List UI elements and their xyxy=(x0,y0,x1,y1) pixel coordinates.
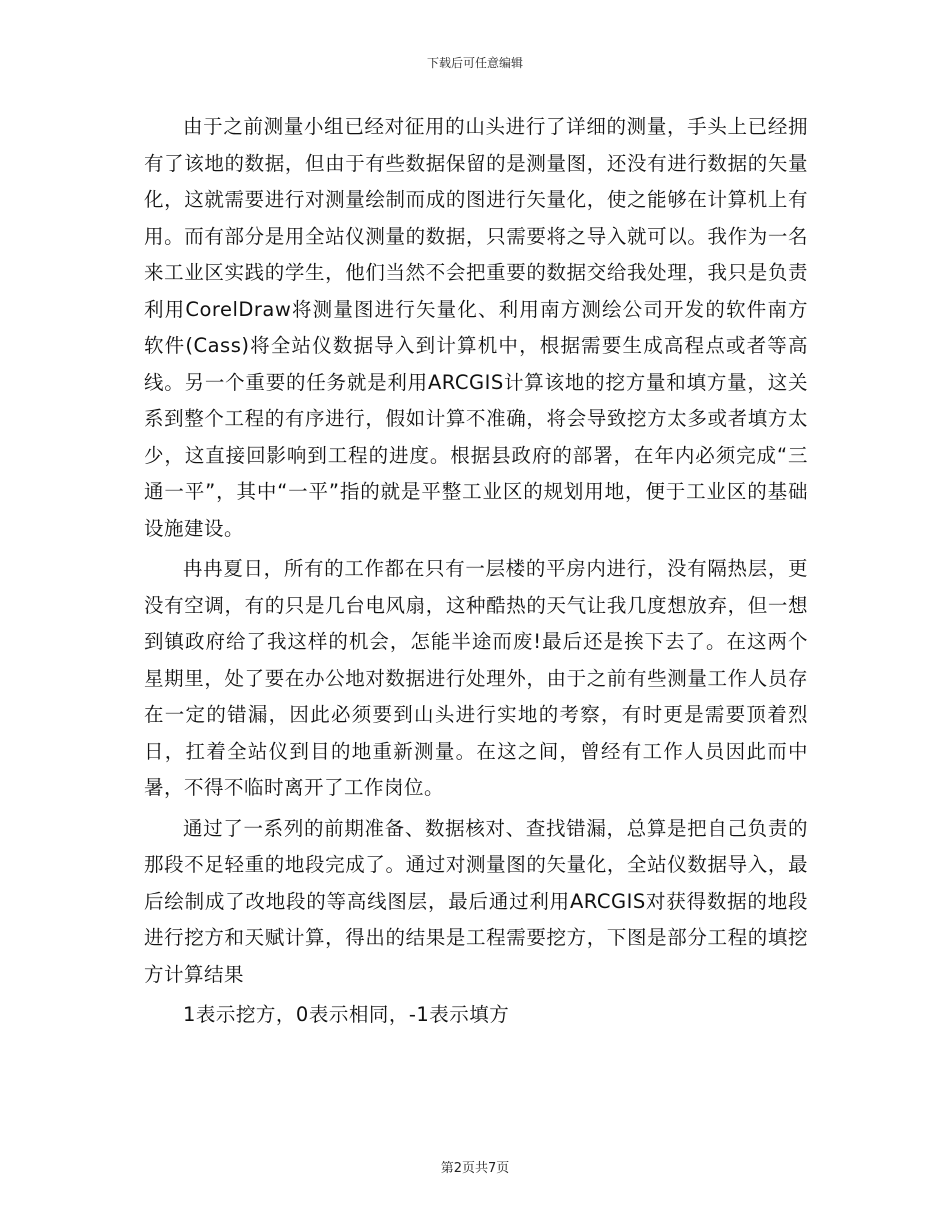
paragraph-3: 通过了一系列的前期准备、数据核对、查找错漏，总算是把自己负责的那段不足轻重的地段完成了。通过对测量图的矢量化，全站仪数据导入，最后绘制成了改地段的等高线图层，最后通过利用ARCGIS对获得数据的地段进行挖方和天赋计算，得出的结果是工程需要挖方，下图是部分工程的填挖方计算结果 xyxy=(144,816,808,986)
page-header: 下载后可任意编辑 xyxy=(426,56,523,70)
paragraph-legend: 1表示挖方，0表示相同，-1表示填方 xyxy=(183,1003,510,1026)
paragraph-2: 冉冉夏日，所有的工作都在只有一层楼的平房内进行，没有隔热层，更没有空调，有的只是几台电风扇，这种酷热的天气让我几度想放弃，但一想到镇政府给了我这样的机会，怎能半途而废!最后还是挨下去了。在这两个星期里，处了要在办公地对数据进行处理外，由于之前有些测量工作人员存在一定的错漏，因此必须要到山头进行实地的考察，有时更是需要顶着烈日，扛着全站仪到目的地重新测量。在这之间，曾经有工作人员因此而中暑，不得不临时离开了工作岗位。 xyxy=(144,557,808,799)
paragraph-1: 由于之前测量小组已经对征用的山头进行了详细的测量，手头上已经拥有了该地的数据，但由于有些数据保留的是测量图，还没有进行数据的矢量化，这就需要进行对测量绘制而成的图进行矢量化，使之能够在计算机上有用。而有部分是用全站仪测量的数据，只需要将之导入就可以。我作为一名来工业区实践的学生，他们当然不会把重要的数据交给我处理，我只是负责利用CorelDraw将测量图进行矢量化、利用南方测绘公司开发的软件南方软件(Cass)将全站仪数据导入到计算机中，根据需要生成高程点或者等高线。另一个重要的任务就是利用ARCGIS计算该地的挖方量和填方量，这关系到整个工程的有序进行，假如计算不准确，将会导致挖方太多或者填方太少，这直接回影响到工程的进度。根据县政府的部署，在年内必须完成“三通一平”，其中“一平”指的就是平整工业区的规划用地，便于工业区的基础设施建设。 xyxy=(144,115,808,540)
page-number: 第2页共7页 xyxy=(440,1161,510,1176)
document-body xyxy=(144,109,808,1038)
